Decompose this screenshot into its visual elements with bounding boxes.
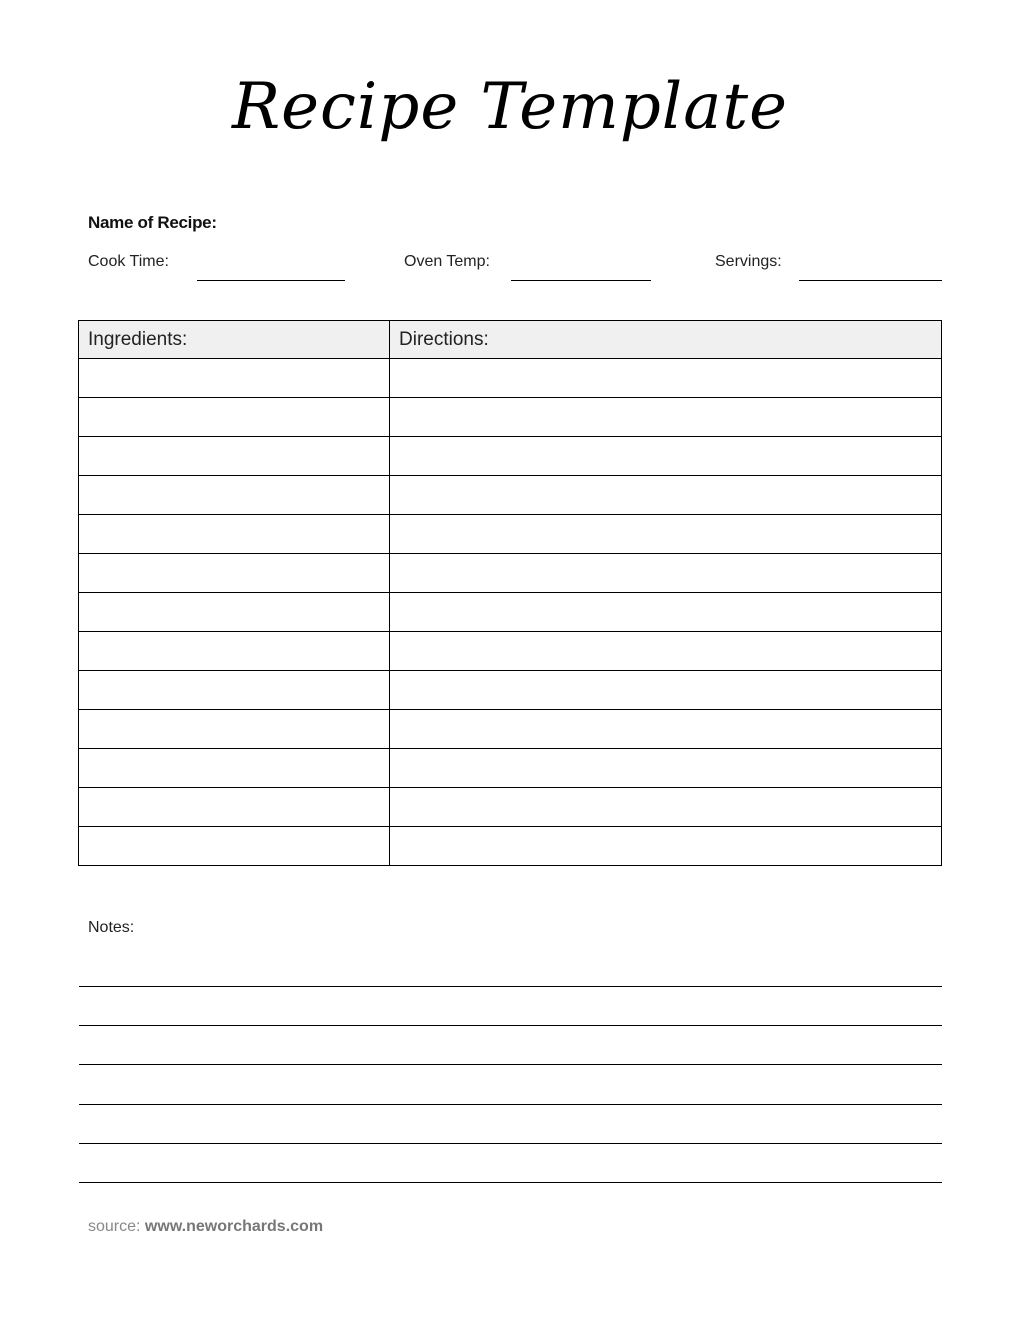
table-row [79,515,942,554]
ingredient-cell[interactable] [79,398,390,437]
direction-cell[interactable] [390,593,942,632]
servings-label: Servings: [715,253,782,270]
notes-line[interactable] [79,1025,942,1026]
ingredient-cell[interactable] [79,788,390,827]
recipe-table [78,320,942,866]
direction-cell[interactable] [390,359,942,398]
source-prefix: source: [88,1218,141,1235]
table-row [79,710,942,749]
recipe-name-label: Name of Recipe: [88,213,217,232]
notes-line[interactable] [79,986,942,987]
ingredient-cell[interactable] [79,671,390,710]
notes-line[interactable] [79,1143,942,1144]
direction-cell[interactable] [390,788,942,827]
ingredient-cell[interactable] [79,515,390,554]
table-row [79,593,942,632]
oven-temp-field[interactable] [511,280,651,281]
direction-cell[interactable] [390,671,942,710]
cook-time-label: Cook Time: [88,253,169,270]
notes-line[interactable] [79,1182,942,1183]
table-row [79,671,942,710]
source-credit [88,1218,323,1236]
direction-cell[interactable] [390,632,942,671]
ingredient-cell[interactable] [79,593,390,632]
ingredient-cell[interactable] [79,476,390,515]
direction-cell[interactable] [390,554,942,593]
table-row [79,827,942,866]
direction-cell[interactable] [390,515,942,554]
table-row [79,632,942,671]
ingredient-cell[interactable] [79,554,390,593]
table-row [79,437,942,476]
ingredient-cell[interactable] [79,749,390,788]
cook-time-field[interactable] [197,280,345,281]
oven-temp-label: Oven Temp: [404,253,490,270]
direction-cell[interactable] [390,476,942,515]
ingredient-cell[interactable] [79,437,390,476]
table-row [79,476,942,515]
ingredient-cell[interactable] [79,710,390,749]
table-row [79,554,942,593]
table-row [79,359,942,398]
servings-field[interactable] [799,280,942,281]
table-header-row [79,321,942,359]
direction-cell[interactable] [390,437,942,476]
ingredient-cell[interactable] [79,359,390,398]
notes-line[interactable] [79,1104,942,1105]
source-link[interactable]: www.neworchards.com [144,1218,324,1235]
notes-line[interactable] [79,1064,942,1065]
directions-header: Directions: [390,321,942,359]
table-row [79,398,942,437]
table-row [79,788,942,827]
page-title: Recipe Template [231,70,789,144]
direction-cell[interactable] [390,710,942,749]
notes-label: Notes: [88,919,135,936]
direction-cell[interactable] [390,827,942,866]
table-row [79,749,942,788]
direction-cell[interactable] [390,398,942,437]
direction-cell[interactable] [390,749,942,788]
ingredient-cell[interactable] [79,632,390,671]
ingredient-cell[interactable] [79,827,390,866]
ingredients-header: Ingredients: [79,321,390,359]
